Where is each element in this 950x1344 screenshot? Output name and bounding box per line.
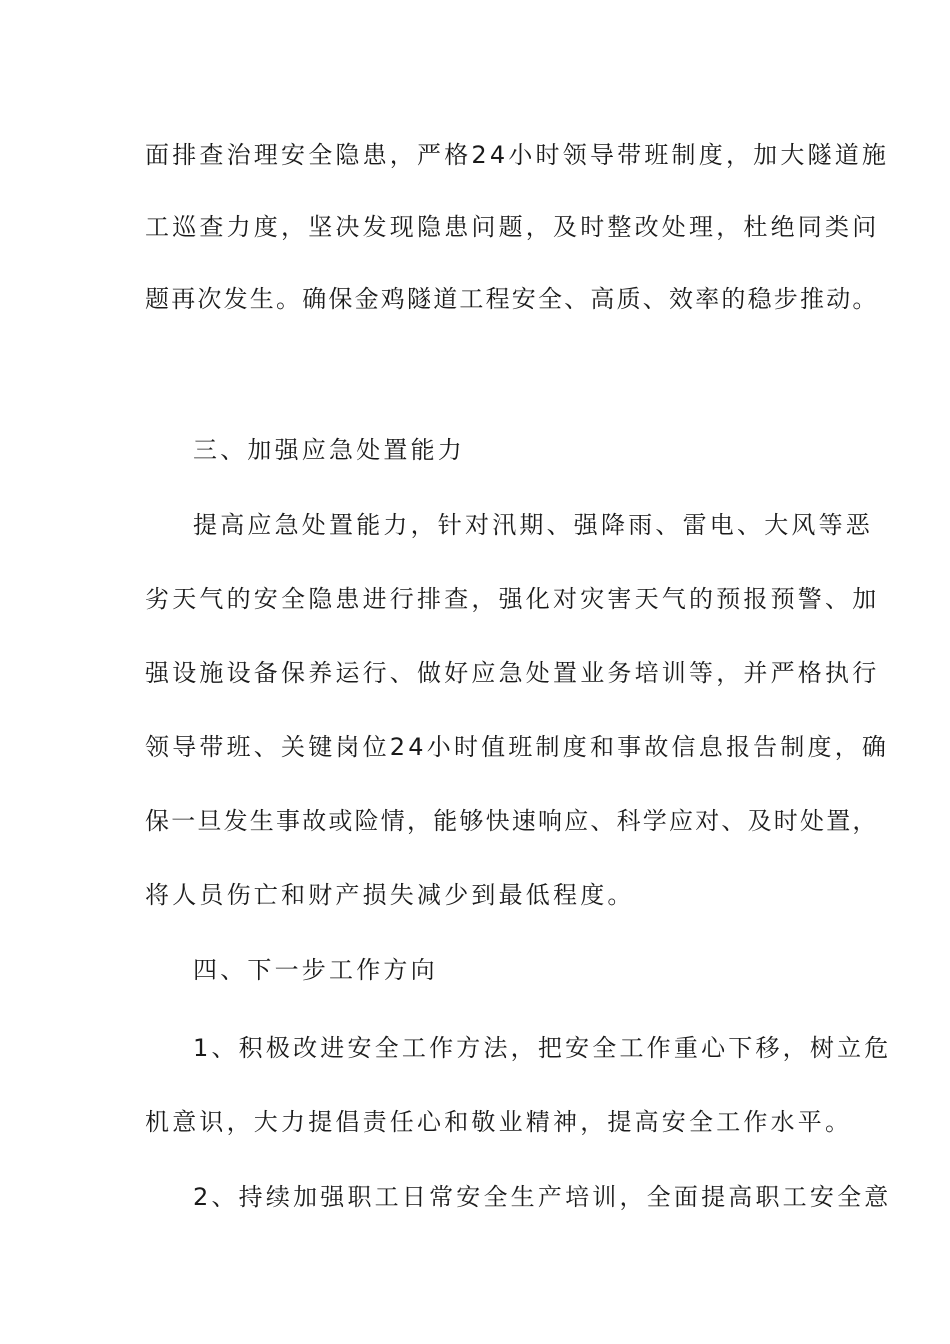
paragraph-line: 劣天气的安全隐患进行排查，强化对灾害天气的预报预警、加 bbox=[145, 585, 880, 613]
paragraph-line: 保一旦发生事故或险情，能够快速响应、科学应对、及时处置， bbox=[145, 807, 879, 835]
paragraph-line: 面排查治理安全隐患，严格24小时领导带班制度，加大隧道施 bbox=[145, 141, 890, 169]
paragraph-line: 领导带班、关键岗位24小时值班制度和事故信息报告制度，确 bbox=[145, 733, 890, 761]
paragraph-line: 题再次发生。确保金鸡隧道工程安全、高质、效率的稳步推动。 bbox=[145, 285, 879, 313]
paragraph-line: 将人员伤亡和财产损失减少到最低程度。 bbox=[145, 881, 635, 909]
paragraph-line: 提高应急处置能力，针对汛期、强降雨、雷电、大风等恶 bbox=[193, 511, 873, 539]
list-item-line: 机意识，大力提倡责任心和敬业精神，提高安全工作水平。 bbox=[145, 1108, 853, 1136]
section-heading: 四、下一步工作方向 bbox=[193, 956, 438, 984]
list-item-line: 2、持续加强职工日常安全生产培训，全面提高职工安全意 bbox=[193, 1183, 892, 1211]
paragraph-line: 工巡查力度，坚决发现隐患问题，及时整改处理，杜绝同类问 bbox=[145, 213, 880, 241]
list-item-line: 1、积极改进安全工作方法，把安全工作重心下移，树立危 bbox=[193, 1034, 892, 1062]
section-heading: 三、加强应急处置能力 bbox=[193, 436, 465, 464]
paragraph-line: 强设施设备保养运行、做好应急处置业务培训等，并严格执行 bbox=[145, 659, 880, 687]
